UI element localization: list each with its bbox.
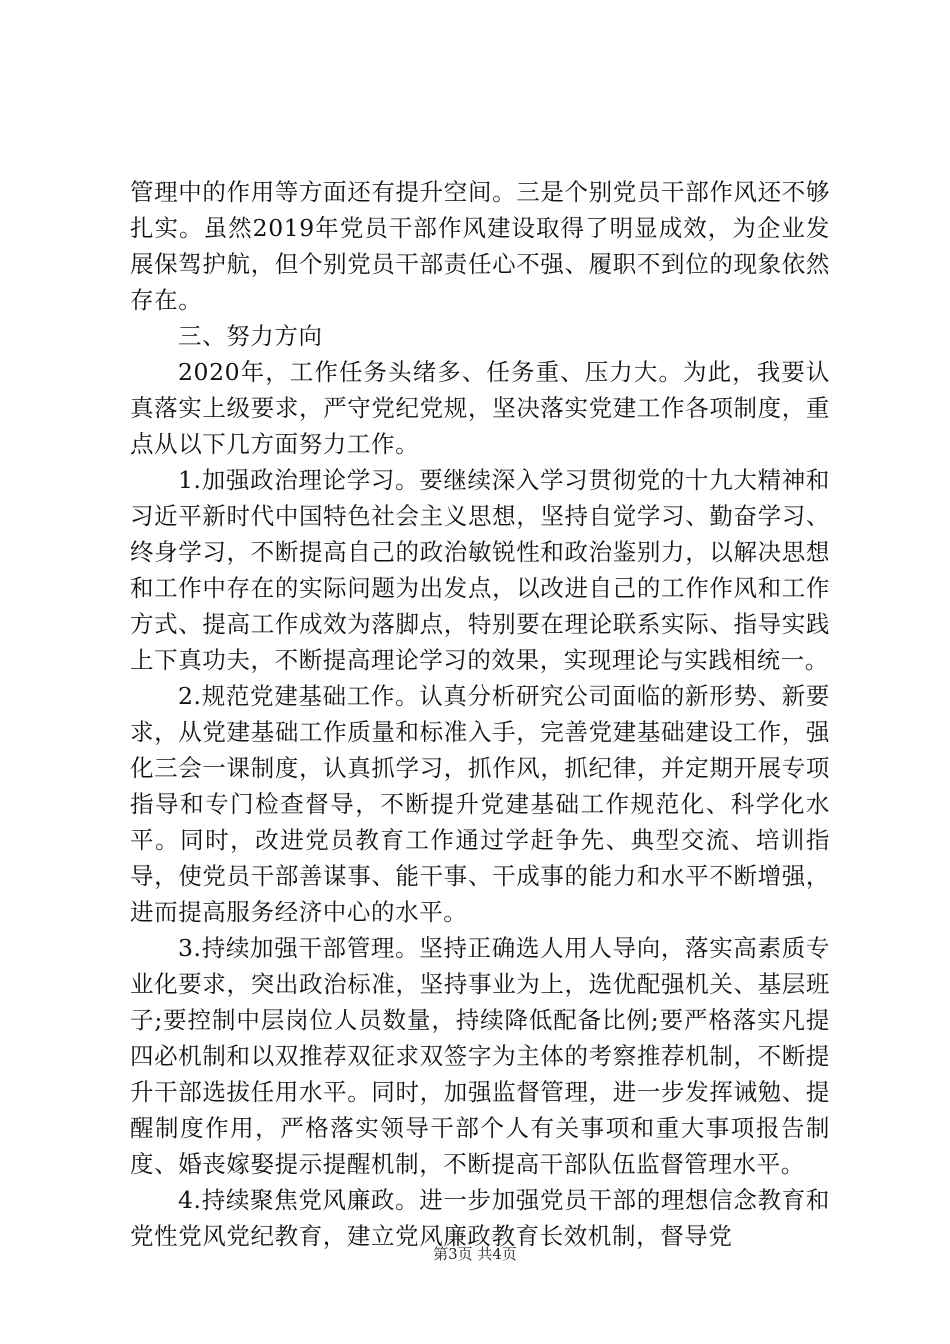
paragraph-1: 管理中的作用等方面还有提升空间。三是个别党员干部作风还不够扎实。虽然2019年党员干部作风建设取得了明显成效，为企业发展保驾护航，但个别党员干部责任心不强、履职不到位的现象依然存在。 [130, 178, 830, 314]
paragraph-item-1: 1.加强政治理论学习。要继续深入学习贯彻党的十九大精神和习近平新时代中国特色社会主义思想，坚持自觉学习、勤奋学习、终身学习，不断提高自己的政治敏锐性和政治鉴别力，以解决思想和工作中存在的实际问题为出发点，以改进自己的工作作风和工作方式、提高工作成效为落脚点，特别要在理论联系实际、指导实践上下真功夫，不断提高理论学习的效果，实现理论与实践相统一。 [130, 466, 830, 674]
paragraph-item-3: 3.持续加强干部管理。坚持正确选人用人导向，落实高素质专业化要求，突出政治标准，坚持事业为上，选优配强机关、基层班子;要控制中层岗位人员数量，持续降低配备比例;要严格落实凡提四必机制和以双推荐双征求双签字为主体的考察推荐机制，不断提升干部选拔任用水平。同时，加强监督管理，进一步发挥诫勉、提醒制度作用，严格落实领导干部个人有关事项和重大事项报告制度、婚丧嫁娶提示提醒机制，不断提高干部队伍监督管理水平。 [130, 934, 830, 1178]
paragraph-intro-2020: 2020年，工作任务头绪多、任务重、压力大。为此，我要认真落实上级要求，严守党纪党规，坚决落实党建工作各项制度，重点从以下几方面努力工作。 [130, 358, 830, 458]
section-heading-3: 三、努力方向 [178, 322, 323, 350]
page-number-footer: 第3页 共4页 [433, 1245, 517, 1263]
paragraph-item-2: 2.规范党建基础工作。认真分析研究公司面临的新形势、新要求，从党建基础工作质量和标准入手，完善党建基础建设工作，强化三会一课制度，认真抓学习，抓作风，抓纪律，并定期开展专项指导和专门检查督导，不断提升党建基础工作规范化、科学化水平。同时，改进党员教育工作通过学赶争先、典型交流、培训指导，使党员干部善谋事、能干事、干成事的能力和水平不断增强，进而提高服务经济中心的水平。 [130, 682, 830, 926]
document-body [130, 174, 830, 1254]
paragraph-item-4: 4.持续聚焦党风廉政。进一步加强党员干部的理想信念教育和党性党风党纪教育，建立党风廉政教育长效机制，督导党 [130, 1186, 830, 1250]
